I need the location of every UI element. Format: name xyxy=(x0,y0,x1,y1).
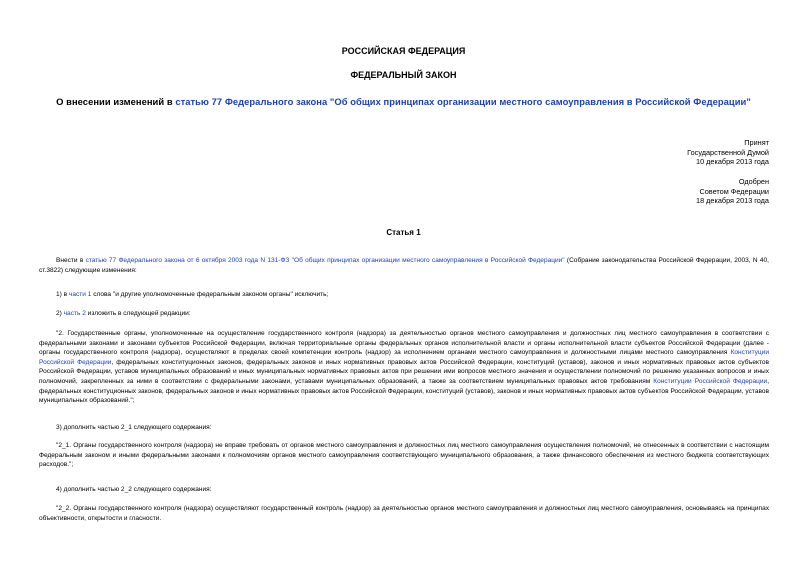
item-3: 3) дополнить частью 2_1 следующего содержания: xyxy=(56,424,212,431)
adoption-federation-council xyxy=(569,177,769,206)
item-4: 4) дополнить частью 2_2 следующего содержания: xyxy=(56,486,212,493)
item1-suffix: слова "и другие уполномоченные федеральным законом органы" исключить; xyxy=(91,291,329,298)
part-2-link[interactable]: часть 2 xyxy=(63,310,86,317)
accepted-label: Принят xyxy=(744,138,769,147)
constitution-link-1[interactable]: Конституции Российской Федерации xyxy=(39,349,769,366)
intro-suffix: (Собрание законодательства Российской Федерации, 2003, N 40, ст.3822) следующие изменения: xyxy=(39,257,770,274)
intro-paragraph xyxy=(39,256,769,275)
law-title xyxy=(0,96,807,107)
adoption-duma xyxy=(569,138,769,167)
quote-part-2-1: "2_1. Органы государственного контроля (надзора) не вправе требовать от органов местного самоуправления и должностных лиц местного самоуправления осуществления полномочий, не отнесенных в соответствии с настоящим Федеральным законом и иными федеральными законами к полномочиям органов местного самоуправления соответствующего муниципального образования, а также финансового обеспечения из местного бюджета соответствующих расходов."; xyxy=(39,442,769,469)
law-title-link[interactable]: статью 77 Федерального закона "Об общих принципах организации местного самоуправления в Российской Федерации" xyxy=(175,96,751,107)
quote2-part3: , федеральных конституционных законов, федеральных законов и иных нормативных правовых актов Российской Федерации, конституций (уставов), законов и иных нормативных правовых актов субъектов Российской Федерации, уставов муниципальных образований."; xyxy=(39,377,770,405)
item1-prefix: 1) в xyxy=(56,291,69,298)
item-1 xyxy=(39,290,769,300)
country-heading: РОССИЙСКАЯ ФЕДЕРАЦИЯ xyxy=(341,46,466,56)
quote2-part2: , федеральных конституционных законов, федеральных законов и иных нормативных правовых актов Российской Федерации, конституций (уставов), законов и иных нормативных правовых актов субъектов Российской Федерации, уставов муниципальных образований и иных муниципальных нормативных правовых актов при решении ими вопросов местного значения и осуществлении полномочий по решению указанных вопросов и иных полномочий, закрепленных за ними в соответствии с федеральными законами, уставами муниципальных образований, а также за соответствием муниципальных правовых актов требованиям xyxy=(39,358,769,385)
intro-prefix: Внести в xyxy=(56,257,86,264)
approved-label: Одобрен xyxy=(738,177,769,186)
article-heading: Статья 1 xyxy=(386,228,421,237)
quote2-part1: "2. Государственные органы, уполномоченные на осуществление государственного контроля (надзора) за деятельностью органов местного самоуправления и должностных лиц местного самоуправления в соответствии с федеральными законами и законами субъектов Российской Федерации, включая территориальные органы федеральных органов исполнительной власти и органы исполнительной власти субъектов Российской Федерации (далее - органы государственного контроля (надзора), осуществляют в пределах своей компетенции контроль (надзор) за исполнением органами местного самоуправления и должностными лицами местного самоуправления xyxy=(39,330,769,357)
item2-prefix: 2) xyxy=(56,310,64,317)
approved-date: 18 декабря 2013 года xyxy=(696,196,769,206)
intro-law-link[interactable]: статью 77 Федерального закона от 6 октября 2003 года N 131-ФЗ "Об общих принципах организации местного самоуправления в Российской Федерации" xyxy=(85,257,565,264)
accepted-by: Государственной Думой xyxy=(687,147,769,157)
item-2 xyxy=(39,309,769,319)
law-title-prefix: О внесении изменений в xyxy=(56,96,176,107)
constitution-link-2[interactable]: Конституции Российской Федерации xyxy=(653,377,768,385)
part-1-link[interactable]: части 1 xyxy=(68,291,92,298)
item2-suffix: изложить в следующей редакции: xyxy=(85,310,191,317)
law-type-heading: ФЕДЕРАЛЬНЫЙ ЗАКОН xyxy=(350,70,457,80)
approved-by: Советом Федерации xyxy=(699,186,769,196)
quote-part-2-2: "2_2. Органы государственного контроля (надзора) осуществляют государственный контроль (надзор) за деятельностью органов местного самоуправления и должностных лиц местного самоуправления, основываясь на принципах объективности, открытости и гласности. xyxy=(39,505,769,522)
accepted-date: 10 декабря 2013 года xyxy=(696,157,769,167)
quote-part-2 xyxy=(39,329,769,406)
